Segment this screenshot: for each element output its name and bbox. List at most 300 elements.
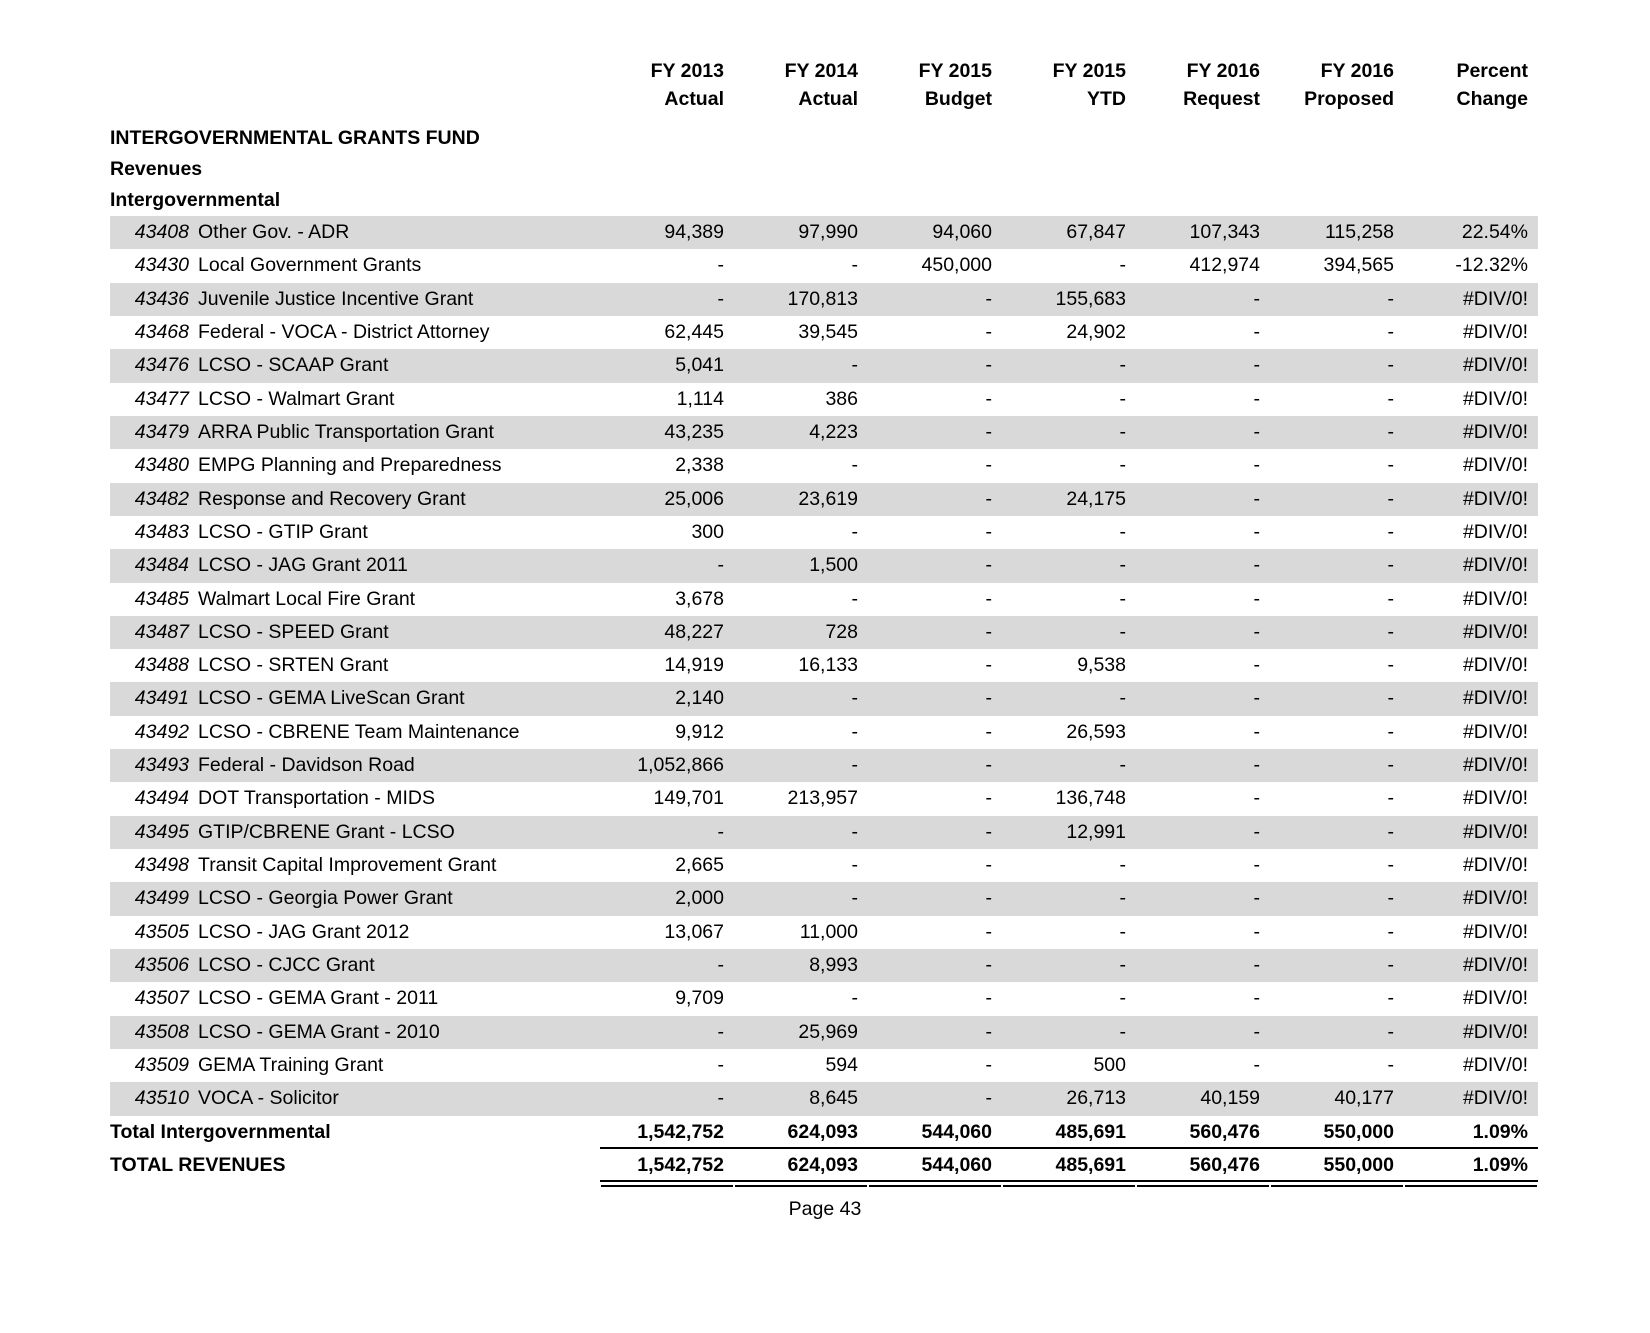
cell-value: -: [1270, 882, 1404, 915]
cell-value: -: [1002, 349, 1136, 382]
cell-value: 728: [734, 616, 868, 649]
cell-value: -: [985, 587, 992, 610]
cell-value: 97,990: [734, 216, 868, 249]
cell-value: -: [868, 616, 1002, 649]
cell-value: -: [868, 549, 1002, 582]
table-row: [110, 316, 1538, 349]
column-header-fy2015-budget: [868, 58, 1002, 123]
table-row: [110, 583, 1538, 616]
cell-value: -: [1270, 349, 1404, 382]
table-row: [110, 649, 1538, 682]
cell-value: -: [1270, 283, 1404, 316]
cell-value: 94,060: [868, 216, 1002, 249]
cell-value: -: [1253, 987, 1260, 1010]
cell-value: 2,140: [600, 682, 734, 715]
total-value: 544,060: [868, 1148, 1002, 1181]
account-description: LCSO - CBRENE Team Maintenance: [198, 720, 520, 743]
cell-value: -: [985, 454, 992, 477]
cell-value: #DIV/0!: [1404, 816, 1538, 849]
account-code: 43487: [110, 616, 198, 649]
total-value: 1,542,752: [600, 1148, 734, 1181]
account-description: LCSO - GEMA Grant - 2011: [198, 987, 439, 1010]
cell-value: -: [1002, 616, 1136, 649]
table-row: [110, 549, 1538, 582]
cell-value: -: [1270, 1016, 1404, 1049]
cell-value: 11,000: [799, 920, 858, 943]
account-description: LCSO - GTIP Grant: [198, 520, 368, 543]
cell-value: -: [1119, 987, 1126, 1010]
cell-value: -: [600, 1082, 734, 1115]
cell-value: 25,006: [600, 483, 734, 516]
cell-value: -: [1270, 483, 1404, 516]
cell-value: -: [1387, 787, 1394, 810]
total-value: 485,691: [1002, 1148, 1136, 1181]
cell-value: 155,683: [1002, 283, 1136, 316]
total-row: [110, 1116, 1538, 1148]
cell-value: -: [985, 654, 992, 677]
account-description: GTIP/CBRENE Grant - LCSO: [198, 816, 600, 849]
account-code: 43508: [110, 1016, 198, 1049]
table-row: [110, 383, 1538, 416]
cell-value: -: [1002, 549, 1136, 582]
cell-value: #DIV/0!: [1404, 416, 1538, 449]
cell-value: -: [985, 787, 992, 810]
cell-value: -: [1253, 654, 1260, 677]
cell-value: -: [1253, 387, 1260, 410]
total-value: 550,000: [1270, 1116, 1404, 1148]
account-code: 43509: [134, 1053, 189, 1076]
cell-value: #DIV/0!: [1462, 987, 1528, 1010]
table-row: [110, 749, 1538, 782]
account-description: Response and Recovery Grant: [198, 483, 600, 516]
cell-value: -: [868, 949, 1002, 982]
header-line2: Request: [1183, 87, 1260, 110]
cell-value: -: [851, 520, 858, 543]
account-description: Other Gov. - ADR: [198, 216, 600, 249]
page-footer: [0, 1198, 1650, 1221]
cell-value: -: [734, 749, 868, 782]
cell-value: 5,041: [600, 349, 734, 382]
cell-value: -: [1136, 682, 1270, 715]
cell-value: -: [985, 1053, 992, 1076]
table-row: [110, 249, 1538, 282]
cell-value: 2,665: [675, 854, 724, 877]
cell-value: -: [1119, 587, 1126, 610]
cell-value: -: [1270, 616, 1404, 649]
account-code: 43430: [134, 254, 189, 277]
table-row: [110, 349, 1538, 382]
cell-value: #DIV/0!: [1404, 349, 1538, 382]
cell-value: 213,957: [787, 787, 858, 810]
cell-value: #DIV/0!: [1462, 920, 1528, 943]
account-description: Local Government Grants: [198, 254, 422, 277]
account-code: 43493: [110, 749, 198, 782]
cell-value: #DIV/0!: [1404, 949, 1538, 982]
header-line2: YTD: [1087, 87, 1126, 110]
total-value: 544,060: [868, 1116, 1002, 1148]
cell-value: 394,565: [1323, 254, 1394, 277]
cell-value: 9,709: [675, 987, 724, 1010]
account-code: 43498: [134, 854, 189, 877]
cell-value: 386: [825, 387, 858, 410]
account-code: 43505: [134, 920, 189, 943]
account-code: 43483: [134, 520, 189, 543]
cell-value: -: [600, 549, 734, 582]
account-description: DOT Transportation - MIDS: [198, 787, 435, 810]
cell-value: 500: [1093, 1053, 1126, 1076]
table-row: [110, 1082, 1538, 1115]
cell-value: -: [1270, 682, 1404, 715]
cell-value: 115,258: [1270, 216, 1404, 249]
cell-value: 40,177: [1270, 1082, 1404, 1115]
cell-value: -: [1002, 749, 1136, 782]
cell-value: -: [985, 987, 992, 1010]
cell-value: #DIV/0!: [1462, 387, 1528, 410]
section-title-intergovernmental: [110, 185, 1538, 216]
account-code: 43482: [110, 483, 198, 516]
cell-value: #DIV/0!: [1462, 720, 1528, 743]
cell-value: -: [1136, 816, 1270, 849]
cell-value: -: [1270, 949, 1404, 982]
cell-value: -: [1387, 587, 1394, 610]
cell-value: #DIV/0!: [1462, 1053, 1528, 1076]
cell-value: -: [851, 987, 858, 1010]
cell-value: 3,678: [675, 587, 724, 610]
cell-value: 4,223: [734, 416, 868, 449]
account-description: ARRA Public Transportation Grant: [198, 416, 600, 449]
account-code: 43488: [134, 654, 189, 677]
cell-value: -: [868, 882, 1002, 915]
section-title-revenues: [110, 154, 1538, 185]
cell-value: -: [1253, 454, 1260, 477]
cell-value: 2,338: [675, 454, 724, 477]
total-value: 560,476: [1136, 1116, 1270, 1148]
header-line1: FY 2015: [1052, 60, 1126, 82]
cell-value: -: [851, 254, 858, 277]
account-code: 43468: [134, 321, 189, 344]
cell-value: 149,701: [653, 787, 724, 810]
header-line1: FY 2016: [1186, 60, 1260, 82]
cell-value: -: [1387, 987, 1394, 1010]
cell-value: -: [1270, 749, 1404, 782]
cell-value: -: [985, 387, 992, 410]
cell-value: 8,645: [734, 1082, 868, 1115]
cell-value: -: [1136, 416, 1270, 449]
cell-value: 26,713: [1002, 1082, 1136, 1115]
cell-value: 8,993: [734, 949, 868, 982]
table-row: [110, 716, 1538, 749]
cell-value: 25,969: [734, 1016, 868, 1049]
cell-value: #DIV/0!: [1404, 1016, 1538, 1049]
table-row: [110, 449, 1538, 482]
account-code: 43485: [134, 587, 189, 610]
cell-value: -: [717, 254, 724, 277]
total-value: 550,000: [1270, 1148, 1404, 1181]
account-code: 43510: [110, 1082, 198, 1115]
column-header-row: [110, 58, 1538, 123]
account-description: LCSO - GEMA LiveScan Grant: [198, 682, 600, 715]
cell-value: 16,133: [798, 654, 858, 677]
cell-value: -: [868, 749, 1002, 782]
header-line2: Proposed: [1304, 87, 1394, 110]
cell-value: -: [1002, 682, 1136, 715]
table-row: [110, 216, 1538, 249]
account-description: LCSO - GEMA Grant - 2010: [198, 1016, 600, 1049]
cell-value: #DIV/0!: [1462, 520, 1528, 543]
account-description: LCSO - JAG Grant 2012: [198, 920, 410, 943]
cell-value: #DIV/0!: [1462, 787, 1528, 810]
cell-value: 24,902: [1066, 321, 1126, 344]
total-value: 624,093: [734, 1116, 868, 1148]
cell-value: #DIV/0!: [1404, 483, 1538, 516]
account-code: 43492: [134, 720, 189, 743]
cell-value: -: [1253, 720, 1260, 743]
header-description-spacer: [198, 58, 600, 123]
account-description: Juvenile Justice Incentive Grant: [198, 283, 600, 316]
account-description: LCSO - SPEED Grant: [198, 616, 600, 649]
cell-value: -: [985, 321, 992, 344]
cell-value: -: [868, 416, 1002, 449]
cell-value: 12,991: [1002, 816, 1136, 849]
cell-value: -: [868, 349, 1002, 382]
account-description: LCSO - CJCC Grant: [198, 949, 600, 982]
cell-value: -: [851, 587, 858, 610]
section-title-text: INTERGOVERNMENTAL GRANTS FUND: [110, 127, 480, 150]
account-description: Federal - Davidson Road: [198, 749, 600, 782]
section-title-text: Intergovernmental: [110, 189, 281, 212]
table-row: [110, 516, 1538, 549]
account-description: EMPG Planning and Preparedness: [198, 454, 502, 477]
section-title-text: Revenues: [110, 158, 203, 181]
cell-value: 1,114: [676, 387, 724, 410]
cell-value: -: [1253, 321, 1260, 344]
cell-value: -: [1119, 254, 1126, 277]
cell-value: #DIV/0!: [1404, 749, 1538, 782]
table-row: [110, 916, 1538, 949]
cell-value: 39,545: [798, 321, 858, 344]
table-header: [110, 58, 1538, 123]
cell-value: 2,000: [600, 882, 734, 915]
cell-value: 136,748: [1055, 787, 1126, 810]
cell-value: -: [1002, 949, 1136, 982]
cell-value: #DIV/0!: [1404, 283, 1538, 316]
cell-value: -: [985, 520, 992, 543]
total-value: 1.09%: [1404, 1148, 1538, 1181]
cell-value: 67,847: [1002, 216, 1136, 249]
cell-value: -: [1002, 1016, 1136, 1049]
cell-value: -: [868, 1016, 1002, 1049]
total-label: TOTAL REVENUES: [110, 1153, 286, 1176]
cell-value: -: [600, 283, 734, 316]
cell-value: -: [1253, 920, 1260, 943]
account-description: Federal - VOCA - District Attorney: [198, 321, 490, 344]
cell-value: 26,593: [1066, 720, 1126, 743]
cell-value: -: [851, 454, 858, 477]
cell-value: -: [1136, 1016, 1270, 1049]
account-description: Transit Capital Improvement Grant: [198, 854, 497, 877]
cell-value: 594: [825, 1053, 858, 1076]
cell-value: 40,159: [1136, 1082, 1270, 1115]
account-code: 43408: [110, 216, 198, 249]
cell-value: 450,000: [921, 254, 992, 277]
account-code: 43495: [110, 816, 198, 849]
cell-value: -: [600, 949, 734, 982]
account-code: 43491: [110, 682, 198, 715]
table-row: [110, 416, 1538, 449]
cell-value: 13,067: [664, 920, 724, 943]
header-line1: Percent: [1456, 60, 1528, 82]
cell-value: 23,619: [734, 483, 868, 516]
header-line1: FY 2014: [784, 60, 858, 82]
cell-value: -: [734, 349, 868, 382]
header-line1: FY 2013: [650, 60, 724, 82]
cell-value: #DIV/0!: [1462, 587, 1528, 610]
account-code: 43484: [110, 549, 198, 582]
table-row: [110, 283, 1538, 316]
cell-value: 412,974: [1189, 254, 1260, 277]
cell-value: 170,813: [734, 283, 868, 316]
cell-value: -: [868, 283, 1002, 316]
cell-value: -: [1387, 920, 1394, 943]
total-value: 560,476: [1136, 1148, 1270, 1181]
column-header-fy2016-proposed: [1270, 58, 1404, 123]
header-line2: Change: [1456, 87, 1528, 110]
cell-value: #DIV/0!: [1404, 1082, 1538, 1115]
header-line1: FY 2015: [918, 60, 992, 82]
account-code: 43477: [134, 387, 189, 410]
account-code: 43479: [110, 416, 198, 449]
account-code: 43480: [134, 454, 189, 477]
total-value: 1.09%: [1404, 1116, 1538, 1148]
cell-value: -: [985, 720, 992, 743]
cell-value: 300: [691, 520, 724, 543]
cell-value: -: [734, 682, 868, 715]
header-line2: Budget: [924, 87, 992, 110]
cell-value: -: [1119, 387, 1126, 410]
cell-value: 94,389: [600, 216, 734, 249]
cell-value: -: [1119, 920, 1126, 943]
cell-value: -: [1253, 587, 1260, 610]
account-code: 43494: [134, 787, 189, 810]
column-header-percent-change: [1404, 58, 1538, 123]
cell-value: 43,235: [600, 416, 734, 449]
column-header-fy2016-request: [1136, 58, 1270, 123]
table-row: [110, 816, 1538, 849]
header-code-spacer: [110, 58, 198, 123]
cell-value: 14,919: [664, 654, 724, 677]
cell-value: -: [851, 720, 858, 743]
account-code: 43506: [110, 949, 198, 982]
budget-table: [110, 58, 1538, 1182]
total-value: 624,093: [734, 1148, 868, 1181]
cell-value: -: [734, 816, 868, 849]
cell-value: -: [985, 920, 992, 943]
cell-value: -: [1136, 616, 1270, 649]
table-row: [110, 849, 1538, 882]
cell-value: -: [1119, 854, 1126, 877]
cell-value: 9,912: [675, 720, 724, 743]
total-value: 485,691: [1002, 1116, 1136, 1148]
table-row: [110, 682, 1538, 715]
column-header-fy2013-actual: [600, 58, 734, 123]
cell-value: #DIV/0!: [1462, 854, 1528, 877]
cell-value: -: [1387, 720, 1394, 743]
cell-value: -: [1270, 416, 1404, 449]
cell-value: -: [1387, 854, 1394, 877]
cell-value: 62,445: [664, 321, 724, 344]
account-code: 43507: [134, 987, 189, 1010]
cell-value: -: [868, 682, 1002, 715]
header-line2: Actual: [664, 87, 724, 110]
account-code: 43499: [110, 882, 198, 915]
cell-value: -: [1002, 416, 1136, 449]
cell-value: -: [1136, 283, 1270, 316]
cell-value: -: [1387, 321, 1394, 344]
cell-value: -: [734, 882, 868, 915]
table-row: [110, 782, 1538, 815]
cell-value: #DIV/0!: [1462, 654, 1528, 677]
cell-value: -: [851, 854, 858, 877]
cell-value: -: [1002, 882, 1136, 915]
table-row: [110, 882, 1538, 915]
section-title-fund: [110, 123, 1538, 154]
cell-value: #DIV/0!: [1404, 882, 1538, 915]
cell-value: -: [1136, 749, 1270, 782]
cell-value: -: [1253, 787, 1260, 810]
cell-value: #DIV/0!: [1462, 454, 1528, 477]
table-row: [110, 1016, 1538, 1049]
cell-value: -: [1136, 349, 1270, 382]
cell-value: -: [1253, 854, 1260, 877]
account-description: LCSO - SRTEN Grant: [198, 654, 389, 677]
account-description: Walmart Local Fire Grant: [198, 587, 416, 610]
cell-value: -: [868, 1082, 1002, 1115]
cell-value: -: [600, 816, 734, 849]
cell-value: -: [1270, 816, 1404, 849]
cell-value: 107,343: [1136, 216, 1270, 249]
cell-value: 1,500: [734, 549, 868, 582]
cell-value: #DIV/0!: [1404, 549, 1538, 582]
account-code: 43476: [110, 349, 198, 382]
cell-value: -: [1253, 1053, 1260, 1076]
cell-value: 1,052,866: [600, 749, 734, 782]
cell-value: -12.32%: [1455, 254, 1528, 277]
cell-value: 22.54%: [1404, 216, 1538, 249]
cell-value: -: [868, 483, 1002, 516]
cell-value: -: [868, 816, 1002, 849]
account-description: LCSO - Georgia Power Grant: [198, 882, 600, 915]
account-description: LCSO - Walmart Grant: [198, 387, 395, 410]
header-line1: FY 2016: [1320, 60, 1394, 82]
table-body: [110, 123, 1538, 1180]
cell-value: 48,227: [600, 616, 734, 649]
cell-value: -: [1387, 654, 1394, 677]
table-row: [110, 982, 1538, 1015]
table-row: [110, 616, 1538, 649]
table-row: [110, 949, 1538, 982]
header-line2: Actual: [798, 87, 858, 110]
cell-value: 9,538: [1077, 654, 1126, 677]
cell-value: -: [717, 1053, 724, 1076]
cell-value: -: [1387, 454, 1394, 477]
account-description: LCSO - SCAAP Grant: [198, 349, 600, 382]
cell-value: -: [1119, 454, 1126, 477]
page-number-label: Page 43: [788, 1198, 862, 1220]
total-row: [110, 1148, 1538, 1181]
cell-value: -: [1387, 1053, 1394, 1076]
cell-value: -: [1270, 549, 1404, 582]
total-value: 1,542,752: [600, 1116, 734, 1148]
